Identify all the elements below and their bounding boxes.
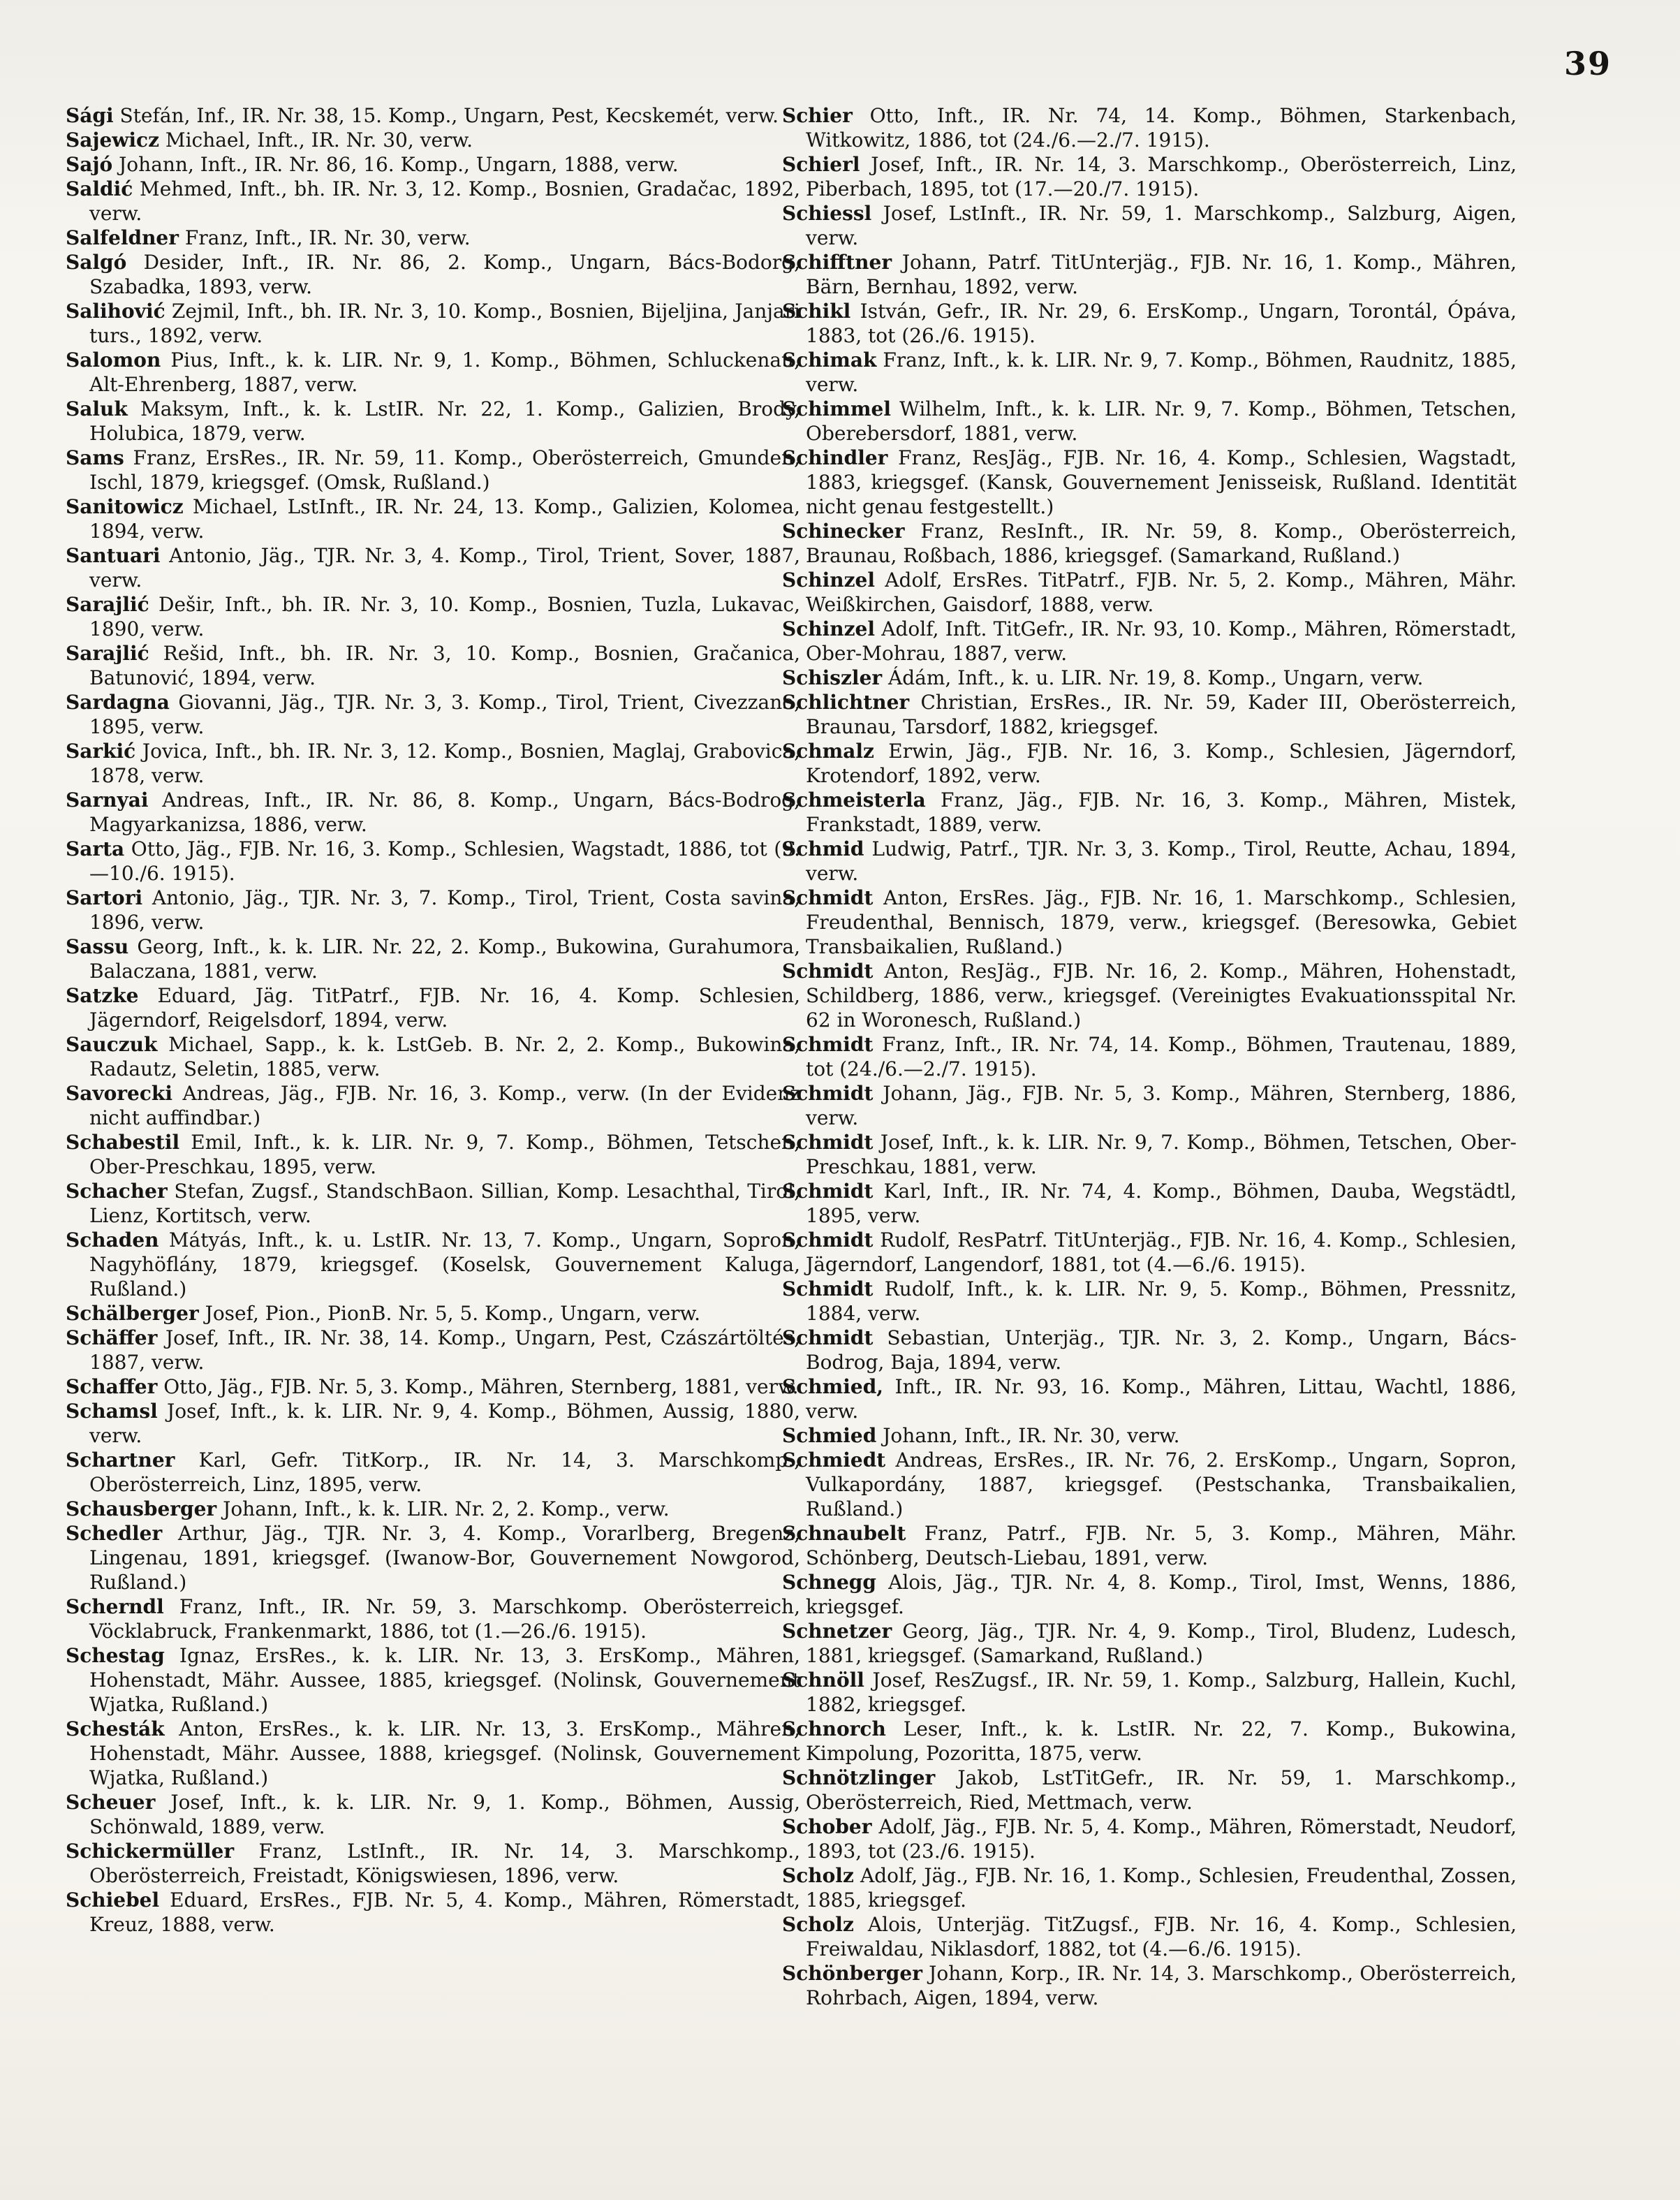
right-column xyxy=(782,103,1517,2010)
casualty-entry xyxy=(66,739,800,788)
casualty-entry xyxy=(66,983,800,1032)
entry-details: Eduard, Jäg. TitPatrf., FJB. Nr. 16, 4. Komp. Schlesien, Jägerndorf, Reigelsdorf, 1894, verw. xyxy=(89,984,800,1032)
entry-details: Michael, LstInft., IR. Nr. 24, 13. Komp., Galizien, Kolomea, 1894, verw. xyxy=(89,495,800,543)
entry-details: Franz, Inft., IR. Nr. 30, verw. xyxy=(179,226,471,249)
casualty-entry xyxy=(66,1790,800,1839)
casualty-entry xyxy=(782,1961,1517,2010)
casualty-entry xyxy=(782,1130,1517,1179)
entry-details: Karl, Inft., IR. Nr. 74, 4. Komp., Böhmen, Dauba, Wegstädtl, 1895, verw. xyxy=(806,1180,1517,1227)
casualty-entry xyxy=(66,446,800,494)
casualty-entry xyxy=(66,226,800,250)
casualty-entry xyxy=(66,348,800,397)
entry-surname: Sarta xyxy=(66,837,125,860)
entry-surname: Schmidt xyxy=(782,1082,874,1105)
casualty-entry xyxy=(782,1374,1517,1423)
entry-surname: Schikl xyxy=(782,300,851,323)
entry-surname: Sassu xyxy=(66,935,129,958)
entry-details: Desider, Inft., IR. Nr. 86, 2. Komp., Ungarn, Bács-Bodorg, Szabadka, 1893, verw. xyxy=(89,251,800,298)
entry-surname: Schmidt xyxy=(782,886,874,909)
entry-surname: Sarnyai xyxy=(66,789,149,812)
entry-surname: Sarajlić xyxy=(66,642,149,665)
entry-surname: Schifftner xyxy=(782,251,892,274)
entry-details: Anton, ErsRes., k. k. LIR. Nr. 13, 3. ErsKomp., Mähren, Hohenstadt, Mähr. Aussee, 1888, kriegsgef. (Nolinsk, Gouvernement Wjatka, Rußland.) xyxy=(89,1717,800,1789)
casualty-entry xyxy=(782,837,1517,886)
entry-surname: Schmidt xyxy=(782,1180,874,1203)
casualty-entry xyxy=(66,1301,800,1326)
entry-details: Christian, ErsRes., IR. Nr. 59, Kader III, Oberösterreich, Braunau, Tarsdorf, 1882, kriegsgef. xyxy=(806,691,1517,738)
casualty-entry xyxy=(782,1423,1517,1448)
entry-details: Eduard, ErsRes., FJB. Nr. 5, 4. Komp., Mähren, Römerstadt, Kreuz, 1888, verw. xyxy=(89,1889,800,1936)
casualty-entry xyxy=(782,397,1517,446)
entry-surname: Schnorch xyxy=(782,1717,886,1740)
casualty-entry xyxy=(782,1717,1517,1766)
casualty-entry xyxy=(66,1081,800,1130)
entry-details: Emil, Inft., k. k. LIR. Nr. 9, 7. Komp., Böhmen, Tetschen, Ober-Preschkau, 1895, verw. xyxy=(89,1131,800,1178)
entry-surname: Scheuer xyxy=(66,1791,156,1814)
casualty-entry xyxy=(66,886,800,934)
entry-details: Wilhelm, Inft., k. k. LIR. Nr. 9, 7. Komp., Böhmen, Tetschen, Oberebersdorf, 1881, verw. xyxy=(806,397,1517,445)
casualty-entry xyxy=(782,959,1517,1032)
casualty-entry xyxy=(66,1497,800,1521)
casualty-entry xyxy=(782,1619,1517,1668)
entry-details: Otto, Jäg., FJB. Nr. 5, 3. Komp., Mähren, Sternberg, 1881, verw. xyxy=(157,1375,799,1398)
entry-details: Franz, Patrf., FJB. Nr. 5, 3. Komp., Mähren, Mähr. Schönberg, Deutsch-Liebau, 1891, verw. xyxy=(806,1522,1517,1569)
entry-surname: Schmiedt xyxy=(782,1449,886,1472)
entry-surname: Schober xyxy=(782,1815,872,1838)
casualty-entry xyxy=(782,1668,1517,1717)
entry-details: Johann, Inft., IR. Nr. 30, verw. xyxy=(876,1424,1180,1447)
casualty-entry xyxy=(66,152,800,177)
entry-surname: Schaden xyxy=(66,1229,159,1252)
entry-surname: Schimak xyxy=(782,349,877,372)
entry-details: Rudolf, Inft., k. k. LIR. Nr. 9, 5. Komp., Böhmen, Pressnitz, 1884, verw. xyxy=(806,1277,1517,1325)
entry-details: Georg, Inft., k. k. LIR. Nr. 22, 2. Komp., Bukowina, Gurahumora, Balaczana, 1881, verw. xyxy=(89,935,800,983)
entry-details: István, Gefr., IR. Nr. 29, 6. ErsKomp., Ungarn, Torontál, Ópáva, 1883, tot (26./6. 1915). xyxy=(806,300,1517,347)
entry-details: Franz, Inft., IR. Nr. 59, 3. Marschkomp. Oberösterreich, Vöcklabruck, Frankenmarkt, 1886, tot (1.—26./6. 1915). xyxy=(89,1595,800,1643)
entry-surname: Schnöll xyxy=(782,1669,864,1692)
casualty-entry xyxy=(782,103,1517,152)
entry-surname: Sarkić xyxy=(66,740,136,763)
entry-details: Giovanni, Jäg., TJR. Nr. 3, 3. Komp., Tirol, Trient, Civezzano, 1895, verw. xyxy=(89,691,800,738)
entry-surname: Schmidt xyxy=(782,1033,874,1056)
entry-details: Sebastian, Unterjäg., TJR. Nr. 3, 2. Komp., Ungarn, Bács-Bodrog, Baja, 1894, verw. xyxy=(806,1326,1517,1374)
casualty-entry xyxy=(66,494,800,543)
entry-surname: Schmidt xyxy=(782,1229,874,1252)
entry-details: Andreas, Jäg., FJB. Nr. 16, 3. Komp., verw. (In der Evidenz nicht auffindbar.) xyxy=(89,1082,800,1129)
entry-surname: Schinzel xyxy=(782,617,875,640)
entry-details: Johann, Inft., IR. Nr. 86, 16. Komp., Ungarn, 1888, verw. xyxy=(112,153,679,176)
entry-details: Josef, Inft., k. k. LIR. Nr. 9, 7. Komp., Böhmen, Tetschen, Ober-Preschkau, 1881, verw. xyxy=(806,1131,1517,1178)
entry-details: Franz, ResInft., IR. Nr. 59, 8. Komp., Oberösterreich, Braunau, Roßbach, 1886, kriegsgef. (Samarkand, Rußland.) xyxy=(806,520,1517,567)
entry-surname: Schartner xyxy=(66,1449,175,1472)
entry-surname: Schedler xyxy=(66,1522,163,1545)
entry-details: Zejmil, Inft., bh. IR. Nr. 3, 10. Komp., Bosnien, Bijeljina, Janjari turs., 1892, verw. xyxy=(89,300,800,347)
entry-details: Pius, Inft., k. k. LIR. Nr. 9, 1. Komp., Böhmen, Schluckenau, Alt-Ehrenberg, 1887, verw. xyxy=(89,349,800,396)
entry-details: Anton, ResJäg., FJB. Nr. 16, 2. Komp., Mähren, Hohenstadt, Schildberg, 1886, verw., kriegsgef. (Vereinigtes Evakuationsspital Nr. 62 in Woronesch, Rußland.) xyxy=(806,960,1517,1032)
casualty-entry xyxy=(782,1277,1517,1326)
entry-details: Leser, Inft., k. k. LstIR. Nr. 22, 7. Komp., Bukowina, Kimpolung, Pozoritta, 1875, verw. xyxy=(806,1717,1517,1765)
page-number: 39 xyxy=(1563,45,1612,82)
casualty-entry xyxy=(66,1888,800,1937)
entry-surname: Schinecker xyxy=(782,520,905,543)
entry-surname: Schickermüller xyxy=(66,1840,235,1863)
entry-details: Rešid, Inft., bh. IR. Nr. 3, 10. Komp., Bosnien, Gračanica, Batunović, 1894, verw. xyxy=(89,642,800,689)
casualty-entry xyxy=(782,886,1517,959)
entry-details: Franz, LstInft., IR. Nr. 14, 3. Marschkomp., Oberösterreich, Freistadt, Königswiesen, 1896, verw. xyxy=(89,1840,800,1887)
entry-surname: Satzke xyxy=(66,984,139,1007)
entry-surname: Schmidt xyxy=(782,1131,874,1154)
entry-surname: Schaffer xyxy=(66,1375,158,1398)
entry-details: Josef, ResZugsf., IR. Nr. 59, 1. Komp., Salzburg, Hallein, Kuchl, 1882, kriegsgef. xyxy=(806,1669,1517,1716)
entry-surname: Scholz xyxy=(782,1913,854,1936)
entry-details: Dešir, Inft., bh. IR. Nr. 3, 10. Komp., Bosnien, Tuzla, Lukavac, 1890, verw. xyxy=(89,593,800,640)
casualty-entry xyxy=(782,1814,1517,1863)
casualty-entry xyxy=(782,299,1517,348)
casualty-entry xyxy=(782,568,1517,617)
casualty-entry xyxy=(782,1179,1517,1228)
entry-details: Alois, Jäg., TJR. Nr. 4, 8. Komp., Tirol, Imst, Wenns, 1886, kriegsgef. xyxy=(806,1571,1517,1618)
entry-details: Otto, Inft., IR. Nr. 74, 14. Komp., Böhmen, Starkenbach, Witkowitz, 1886, tot (24./6.—2./7. 1915). xyxy=(806,104,1517,152)
entry-surname: Schausberger xyxy=(66,1497,217,1520)
entry-details: Alois, Unterjäg. TitZugsf., FJB. Nr. 16, 4. Komp., Schlesien, Freiwaldau, Niklasdorf, 1882, tot (4.—6./6. 1915). xyxy=(806,1913,1517,1960)
casualty-entry xyxy=(66,543,800,592)
entry-surname: Sági xyxy=(66,104,114,127)
entry-details: Andreas, Inft., IR. Nr. 86, 8. Komp., Ungarn, Bács-Bodrog, Magyarkanizsa, 1886, verw. xyxy=(89,789,800,836)
casualty-entry xyxy=(782,446,1517,519)
casualty-entry xyxy=(782,1228,1517,1277)
casualty-entry xyxy=(782,201,1517,250)
casualty-entry xyxy=(66,1374,800,1399)
casualty-entry xyxy=(66,299,800,348)
entry-surname: Schmeisterla xyxy=(782,789,926,812)
entry-details: Rudolf, ResPatrf. TitUnterjäg., FJB. Nr. 16, 4. Komp., Schlesien, Jägerndorf, Langendorf, 1881, tot (4.—6./6. 1915). xyxy=(806,1229,1517,1276)
entry-surname: Schiebel xyxy=(66,1889,160,1912)
entry-surname: Sauczuk xyxy=(66,1033,158,1056)
entry-surname: Schabestil xyxy=(66,1131,180,1154)
casualty-entry xyxy=(782,519,1517,568)
entry-details: Adolf, Inft. TitGefr., IR. Nr. 93, 10. Komp., Mähren, Römerstadt, Ober-Mohrau, 1887, verw. xyxy=(806,617,1517,665)
entry-details: Antonio, Jäg., TJR. Nr. 3, 7. Komp., Tirol, Trient, Costa savina, 1896, verw. xyxy=(89,886,800,934)
entry-surname: Schamsl xyxy=(66,1400,158,1423)
casualty-entry xyxy=(66,690,800,739)
entry-details: Josef, Inft., k. k. LIR. Nr. 9, 4. Komp., Böhmen, Aussig, 1880, verw. xyxy=(89,1400,800,1447)
entry-details: Otto, Jäg., FJB. Nr. 16, 3. Komp., Schlesien, Wagstadt, 1886, tot (9.—10./6. 1915). xyxy=(89,837,800,885)
entry-surname: Santuari xyxy=(66,544,161,567)
entry-surname: Schnetzer xyxy=(782,1620,892,1643)
casualty-entry xyxy=(66,1326,800,1374)
entry-surname: Schestag xyxy=(66,1644,165,1667)
casualty-entry xyxy=(782,348,1517,397)
casualty-entry xyxy=(782,1326,1517,1374)
entry-details: Michael, Sapp., k. k. LstGeb. B. Nr. 2, 2. Komp., Bukowina, Radautz, Seletin, 1885, verw. xyxy=(89,1033,800,1080)
entry-surname: Sartori xyxy=(66,886,143,909)
casualty-entry xyxy=(782,788,1517,837)
casualty-entry xyxy=(66,1839,800,1888)
casualty-entry xyxy=(66,1717,800,1790)
entry-surname: Saldić xyxy=(66,177,133,200)
entry-details: Antonio, Jäg., TJR. Nr. 3, 4. Komp., Tirol, Trient, Sover, 1887, verw. xyxy=(89,544,800,592)
casualty-entry xyxy=(66,128,800,152)
entry-surname: Sardagna xyxy=(66,691,170,714)
casualty-entry xyxy=(782,1912,1517,1961)
entry-surname: Sams xyxy=(66,446,124,469)
entry-surname: Salihović xyxy=(66,300,165,323)
entry-surname: Sajewicz xyxy=(66,129,159,152)
entry-details: Mehmed, Inft., bh. IR. Nr. 3, 12. Komp., Bosnien, Gradačac, 1892, verw. xyxy=(89,177,800,225)
entry-surname: Scherndl xyxy=(66,1595,164,1618)
entry-surname: Schmidt xyxy=(782,1277,874,1300)
entry-details: Ludwig, Patrf., TJR. Nr. 3, 3. Komp., Tirol, Reutte, Achau, 1894, verw. xyxy=(806,837,1517,885)
entry-surname: Schälberger xyxy=(66,1302,199,1325)
entry-details: Michael, Inft., IR. Nr. 30, verw. xyxy=(159,129,473,152)
entry-details: Anton, ErsRes. Jäg., FJB. Nr. 16, 1. Marschkomp., Schlesien, Freudenthal, Bennisch, 1879, verw., kriegsgef. (Beresowka, Gebiet Transbaikalien, Rußland.) xyxy=(806,886,1517,958)
entry-details: Maksym, Inft., k. k. LstIR. Nr. 22, 1. Komp., Galizien, Brody, Holubica, 1879, verw. xyxy=(89,397,800,445)
entry-surname: Schier xyxy=(782,104,853,127)
entry-surname: Schlichtner xyxy=(782,691,910,714)
entry-details: Adolf, ErsRes. TitPatrf., FJB. Nr. 5, 2. Komp., Mähren, Mähr. Weißkirchen, Gaisdorf, 1888, verw. xyxy=(806,569,1517,616)
casualty-entry xyxy=(782,1081,1517,1130)
entry-details: Josef, Inft., IR. Nr. 14, 3. Marschkomp., Oberösterreich, Linz, Piberbach, 1895, tot (17.—20./7. 1915). xyxy=(806,153,1517,200)
casualty-entry xyxy=(782,1766,1517,1814)
casualty-entry xyxy=(66,1448,800,1497)
entry-details: Adolf, Jäg., FJB. Nr. 5, 4. Komp., Mähren, Römerstadt, Neudorf, 1893, tot (23./6. 1915). xyxy=(806,1815,1517,1863)
entry-details: Josef, Inft., k. k. LIR. Nr. 9, 1. Komp., Böhmen, Aussig, Schönwald, 1889, verw. xyxy=(89,1791,800,1838)
entry-details: Jakob, LstTitGefr., IR. Nr. 59, 1. Marschkomp., Oberösterreich, Ried, Mettmach, verw. xyxy=(806,1766,1517,1814)
entry-details: Inft., IR. Nr. 93, 16. Komp., Mähren, Littau, Wachtl, 1886, verw. xyxy=(806,1375,1517,1423)
casualty-entry xyxy=(66,592,800,641)
entry-surname: Saluk xyxy=(66,397,128,420)
entry-details: Ignaz, ErsRes., k. k. LIR. Nr. 13, 3. ErsKomp., Mähren, Hohenstadt, Mähr. Aussee, 1885, kriegsgef. (Nolinsk, Gouvernement Wjatka, Rußland.) xyxy=(89,1644,800,1716)
entry-details: Josef, Inft., IR. Nr. 38, 14. Komp., Ungarn, Pest, Czászártöltés, 1887, verw. xyxy=(89,1326,800,1374)
casualty-entry xyxy=(66,1228,800,1301)
casualty-entry xyxy=(782,739,1517,788)
casualty-entry xyxy=(782,666,1517,690)
casualty-entry xyxy=(66,1130,800,1179)
casualty-entry xyxy=(66,397,800,446)
casualty-entry xyxy=(66,1032,800,1081)
entry-surname: Schnaubelt xyxy=(782,1522,906,1545)
casualty-entry xyxy=(66,788,800,837)
entry-surname: Schimmel xyxy=(782,397,891,420)
entry-details: Karl, Gefr. TitKorp., IR. Nr. 14, 3. Marschkomp., Oberösterreich, Linz, 1895, verw. xyxy=(89,1449,800,1496)
casualty-entry xyxy=(66,103,800,128)
entry-details: Jovica, Inft., bh. IR. Nr. 3, 12. Komp., Bosnien, Maglaj, Grabovica, 1878, verw. xyxy=(89,740,800,787)
entry-details: Arthur, Jäg., TJR. Nr. 3, 4. Komp., Vorarlberg, Bregenz, Lingenau, 1891, kriegsgef. (Iwanow-Bor, Gouvernement Nowgorod, Rußland.) xyxy=(89,1522,800,1594)
casualty-entry xyxy=(782,1032,1517,1081)
entry-surname: Schierl xyxy=(782,153,860,176)
entry-surname: Sajó xyxy=(66,153,113,176)
entry-surname: Scholz xyxy=(782,1864,854,1887)
entry-details: Franz, ErsRes., IR. Nr. 59, 11. Komp., Oberösterreich, Gmunden, Ischl, 1879, kriegsgef. (Omsk, Rußland.) xyxy=(89,446,800,494)
casualty-entry xyxy=(66,837,800,886)
entry-surname: Schmied xyxy=(782,1424,877,1447)
casualty-entry xyxy=(782,250,1517,299)
casualty-entry xyxy=(782,1863,1517,1912)
entry-details: Georg, Jäg., TJR. Nr. 4, 9. Komp., Tirol, Bludenz, Ludesch, 1881, kriegsgef. (Samarkand, Rußland.) xyxy=(806,1620,1517,1667)
entry-details: Franz, ResJäg., FJB. Nr. 16, 4. Komp., Schlesien, Wagstadt, 1883, kriegsgef. (Kansk, Gouvernement Jenisseisk, Rußland. Identität nicht genau festgestellt.) xyxy=(806,446,1517,518)
entry-surname: Schacher xyxy=(66,1180,168,1203)
entry-surname: Sarajlić xyxy=(66,593,149,616)
entry-details: Andreas, ErsRes., IR. Nr. 76, 2. ErsKomp., Ungarn, Sopron, Vulkapordány, 1887, kriegsgef. (Pestschanka, Transbaikalien, Rußland.) xyxy=(806,1449,1517,1520)
entry-surname: Savorecki xyxy=(66,1082,172,1105)
entry-surname: Schindler xyxy=(782,446,888,469)
entry-details: Franz, Inft., IR. Nr. 74, 14. Komp., Böhmen, Trautenau, 1889, tot (24./6.—2./7. 1915). xyxy=(806,1033,1517,1080)
casualty-entry xyxy=(66,250,800,299)
entry-surname: Schinzel xyxy=(782,569,875,592)
entry-surname: Salfeldner xyxy=(66,226,179,249)
entry-surname: Schesták xyxy=(66,1717,165,1740)
entry-surname: Schnegg xyxy=(782,1571,876,1594)
entry-surname: Schönberger xyxy=(782,1962,922,1985)
casualty-entry xyxy=(66,1643,800,1717)
entry-surname: Schäffer xyxy=(66,1326,158,1349)
entry-surname: Schiszler xyxy=(782,666,883,689)
casualty-entry xyxy=(782,1521,1517,1570)
entry-details: Johann, Inft., k. k. LIR. Nr. 2, 2. Komp., verw. xyxy=(216,1497,670,1520)
entry-details: Erwin, Jäg., FJB. Nr. 16, 3. Komp., Schlesien, Jägerndorf, Krotendorf, 1892, verw. xyxy=(806,740,1517,787)
casualty-entry xyxy=(66,1594,800,1643)
entry-surname: Salomon xyxy=(66,349,161,372)
entry-surname: Salgó xyxy=(66,251,127,274)
entry-details: Stefan, Zugsf., StandschBaon. Sillian, Komp. Lesachthal, Tirol, Lienz, Kortitsch, verw. xyxy=(89,1180,800,1227)
casualty-entry xyxy=(66,1521,800,1594)
entry-surname: Schmied, xyxy=(782,1375,884,1398)
entry-details: Adolf, Jäg., FJB. Nr. 16, 1. Komp., Schlesien, Freudenthal, Zossen, 1885, kriegsgef. xyxy=(806,1864,1517,1912)
entry-details: Ádám, Inft., k. u. LIR. Nr. 19, 8. Komp., Ungarn, verw. xyxy=(882,666,1424,689)
entry-surname: Schnötzlinger xyxy=(782,1766,936,1789)
entry-surname: Schmid xyxy=(782,837,864,860)
casualty-entry xyxy=(782,152,1517,201)
casualty-entry xyxy=(66,1399,800,1448)
entry-details: Johann, Korp., IR. Nr. 14, 3. Marschkomp., Oberösterreich, Rohrbach, Aigen, 1894, verw. xyxy=(806,1962,1517,2009)
entry-details: Johann, Jäg., FJB. Nr. 5, 3. Komp., Mähren, Sternberg, 1886, verw. xyxy=(806,1082,1517,1129)
entry-details: Stefán, Inf., IR. Nr. 38, 15. Komp., Ungarn, Pest, Kecskemét, verw. xyxy=(113,104,779,127)
left-column xyxy=(66,103,800,1937)
casualty-entry xyxy=(782,617,1517,666)
entry-details: Franz, Inft., k. k. LIR. Nr. 9, 7. Komp., Böhmen, Raudnitz, 1885, verw. xyxy=(806,349,1517,396)
entry-details: Mátyás, Inft., k. u. LstIR. Nr. 13, 7. Komp., Ungarn, Sopron, Nagyhöflány, 1879, kriegsgef. (Koselsk, Gouvernement Kaluga, Rußland.) xyxy=(89,1229,800,1300)
entry-surname: Schiessl xyxy=(782,202,872,225)
entry-details: Johann, Patrf. TitUnterjäg., FJB. Nr. 16, 1. Komp., Mähren, Bärn, Bernhau, 1892, verw. xyxy=(806,251,1517,298)
entry-surname: Sanitowicz xyxy=(66,495,184,518)
entry-details: Franz, Jäg., FJB. Nr. 16, 3. Komp., Mähren, Mistek, Frankstadt, 1889, verw. xyxy=(806,789,1517,836)
casualty-entry xyxy=(66,934,800,983)
entry-details: Josef, LstInft., IR. Nr. 59, 1. Marschkomp., Salzburg, Aigen, verw. xyxy=(806,202,1517,249)
casualty-entry xyxy=(66,1179,800,1228)
entry-surname: Schmidt xyxy=(782,1326,874,1349)
entry-surname: Schmidt xyxy=(782,960,874,983)
casualty-entry xyxy=(66,641,800,690)
casualty-entry xyxy=(66,177,800,226)
casualty-entry xyxy=(782,1448,1517,1521)
casualty-entry xyxy=(782,690,1517,739)
entry-surname: Schmalz xyxy=(782,740,874,763)
entry-details: Josef, Pion., PionB. Nr. 5, 5. Komp., Ungarn, verw. xyxy=(198,1302,701,1325)
casualty-entry xyxy=(782,1570,1517,1619)
